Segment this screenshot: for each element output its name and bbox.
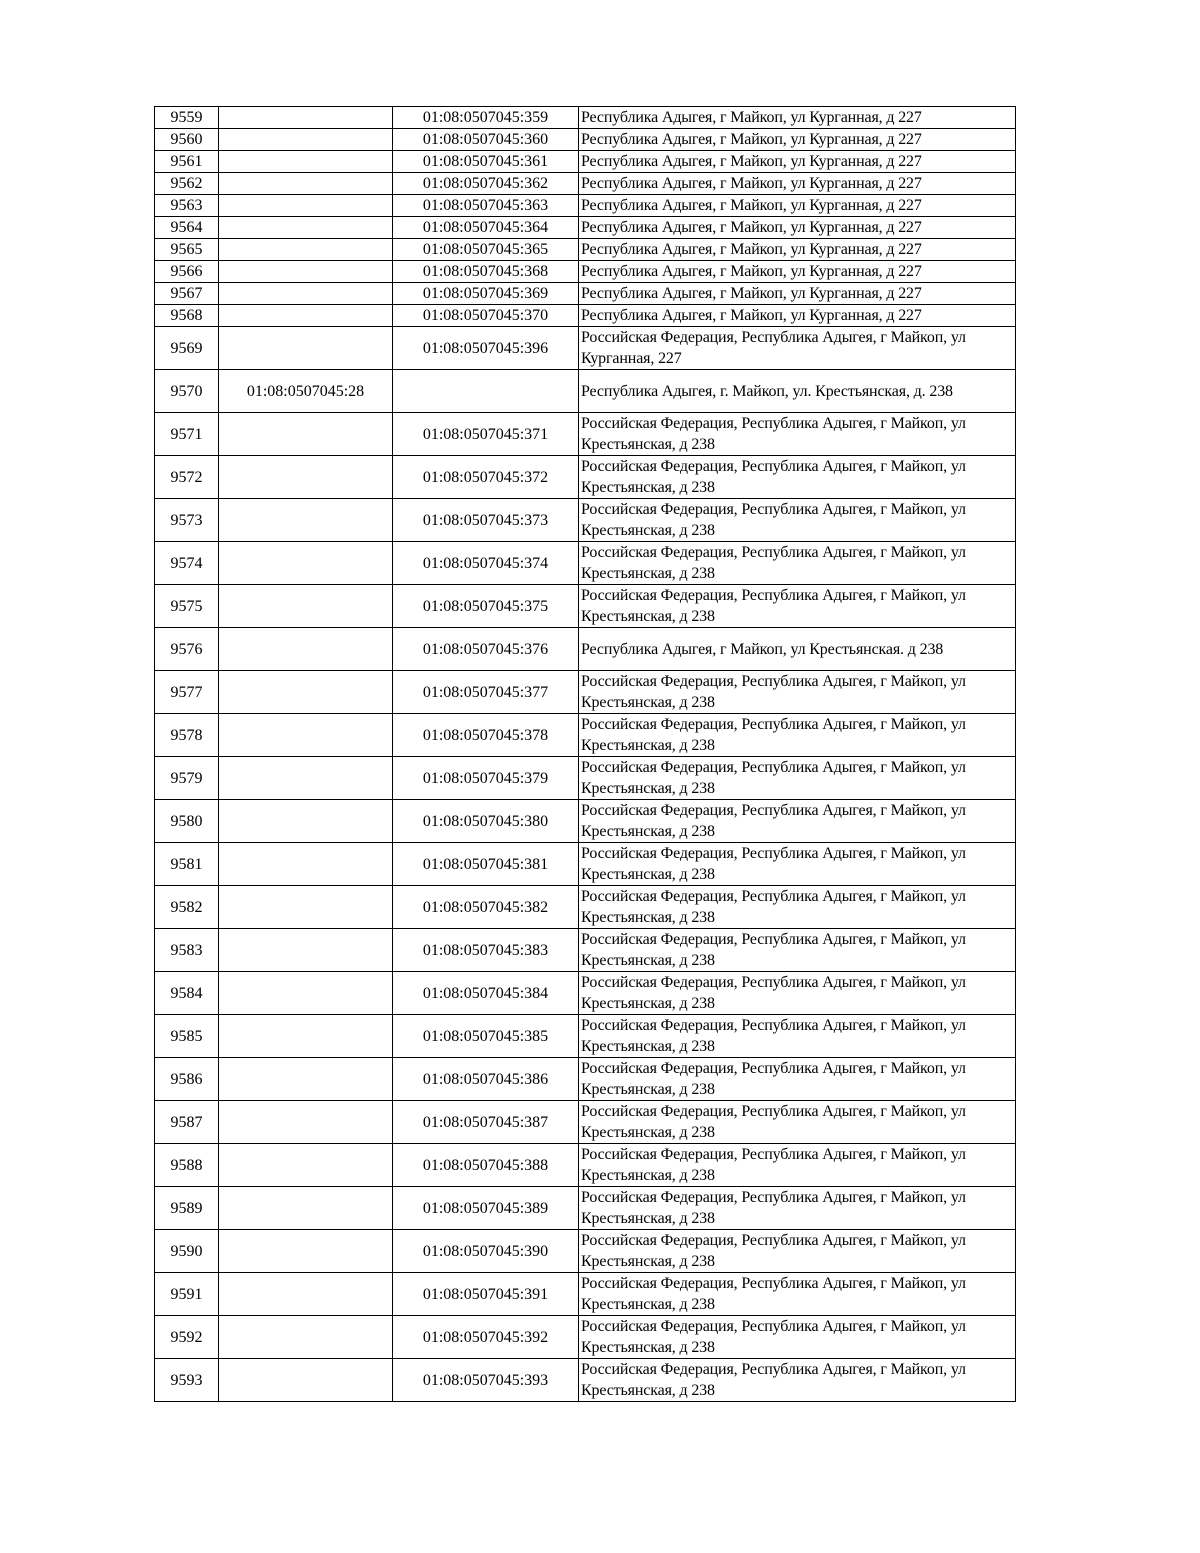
cadastral-number-cell: 01:08:0507045:371 <box>393 413 579 456</box>
cadastral-number-cell <box>393 370 579 413</box>
parent-cadastral-number-cell <box>219 107 393 129</box>
row-number-cell: 9579 <box>155 757 219 800</box>
parent-cadastral-number-cell <box>219 239 393 261</box>
cadastral-number-cell: 01:08:0507045:368 <box>393 261 579 283</box>
table-body <box>155 107 1016 1402</box>
cadastral-number-cell: 01:08:0507045:396 <box>393 327 579 370</box>
table-row <box>155 800 1016 843</box>
cadastral-number-cell: 01:08:0507045:391 <box>393 1273 579 1316</box>
address-cell: Республика Адыгея, г Майкоп, ул Курганная, д 227 <box>579 151 1016 173</box>
cadastral-number-cell: 01:08:0507045:375 <box>393 585 579 628</box>
address-cell: Российская Федерация, Республика Адыгея, г Майкоп, ул Крестьянская, д 238 <box>579 886 1016 929</box>
table-row <box>155 370 1016 413</box>
cadastral-number-cell: 01:08:0507045:370 <box>393 305 579 327</box>
address-cell: Российская Федерация, Республика Адыгея, г Майкоп, ул Крестьянская, д 238 <box>579 1273 1016 1316</box>
row-number-cell: 9585 <box>155 1015 219 1058</box>
address-cell: Республика Адыгея, г Майкоп, ул Курганная, д 227 <box>579 239 1016 261</box>
row-number-cell: 9578 <box>155 714 219 757</box>
table-row <box>155 714 1016 757</box>
address-cell: Российская Федерация, Республика Адыгея, г Майкоп, ул Курганная, 227 <box>579 327 1016 370</box>
cadastral-number-cell: 01:08:0507045:359 <box>393 107 579 129</box>
row-number-cell: 9572 <box>155 456 219 499</box>
table-row <box>155 195 1016 217</box>
table-row <box>155 456 1016 499</box>
cadastral-number-cell: 01:08:0507045:362 <box>393 173 579 195</box>
parent-cadastral-number-cell <box>219 1187 393 1230</box>
row-number-cell: 9573 <box>155 499 219 542</box>
parent-cadastral-number-cell: 01:08:0507045:28 <box>219 370 393 413</box>
row-number-cell: 9577 <box>155 671 219 714</box>
address-cell: Российская Федерация, Республика Адыгея, г Майкоп, ул Крестьянская, д 238 <box>579 413 1016 456</box>
cadastral-number-cell: 01:08:0507045:392 <box>393 1316 579 1359</box>
table-row <box>155 305 1016 327</box>
cadastral-number-cell: 01:08:0507045:372 <box>393 456 579 499</box>
cadastral-number-cell: 01:08:0507045:379 <box>393 757 579 800</box>
address-cell: Российская Федерация, Республика Адыгея, г Майкоп, ул Крестьянская, д 238 <box>579 542 1016 585</box>
cadastral-number-cell: 01:08:0507045:390 <box>393 1230 579 1273</box>
table-row <box>155 217 1016 239</box>
address-cell: Российская Федерация, Республика Адыгея, г Майкоп, ул Крестьянская, д 238 <box>579 929 1016 972</box>
parent-cadastral-number-cell <box>219 456 393 499</box>
cadastral-number-cell: 01:08:0507045:380 <box>393 800 579 843</box>
cadastral-number-cell: 01:08:0507045:389 <box>393 1187 579 1230</box>
parent-cadastral-number-cell <box>219 217 393 239</box>
address-cell: Российская Федерация, Республика Адыгея, г Майкоп, ул Крестьянская, д 238 <box>579 1144 1016 1187</box>
row-number-cell: 9591 <box>155 1273 219 1316</box>
row-number-cell: 9574 <box>155 542 219 585</box>
row-number-cell: 9589 <box>155 1187 219 1230</box>
row-number-cell: 9592 <box>155 1316 219 1359</box>
address-cell: Республика Адыгея, г Майкоп, ул Курганная, д 227 <box>579 173 1016 195</box>
row-number-cell: 9588 <box>155 1144 219 1187</box>
cadastral-number-cell: 01:08:0507045:373 <box>393 499 579 542</box>
cadastral-number-cell: 01:08:0507045:386 <box>393 1058 579 1101</box>
table-row <box>155 499 1016 542</box>
table-row <box>155 1058 1016 1101</box>
address-cell: Республика Адыгея, г Майкоп, ул Курганная, д 227 <box>579 305 1016 327</box>
table-row <box>155 261 1016 283</box>
parent-cadastral-number-cell <box>219 195 393 217</box>
row-number-cell: 9562 <box>155 173 219 195</box>
parent-cadastral-number-cell <box>219 173 393 195</box>
address-cell: Российская Федерация, Республика Адыгея, г Майкоп, ул Крестьянская, д 238 <box>579 714 1016 757</box>
row-number-cell: 9565 <box>155 239 219 261</box>
row-number-cell: 9566 <box>155 261 219 283</box>
row-number-cell: 9587 <box>155 1101 219 1144</box>
parent-cadastral-number-cell <box>219 585 393 628</box>
parent-cadastral-number-cell <box>219 129 393 151</box>
parent-cadastral-number-cell <box>219 1359 393 1402</box>
table-row <box>155 1187 1016 1230</box>
cadastral-number-cell: 01:08:0507045:376 <box>393 628 579 671</box>
row-number-cell: 9593 <box>155 1359 219 1402</box>
address-cell: Российская Федерация, Республика Адыгея, г Майкоп, ул Крестьянская, д 238 <box>579 671 1016 714</box>
table-row <box>155 239 1016 261</box>
table-row <box>155 585 1016 628</box>
parent-cadastral-number-cell <box>219 305 393 327</box>
cadastral-number-cell: 01:08:0507045:382 <box>393 886 579 929</box>
row-number-cell: 9580 <box>155 800 219 843</box>
table-row <box>155 327 1016 370</box>
cadastral-number-cell: 01:08:0507045:364 <box>393 217 579 239</box>
parent-cadastral-number-cell <box>219 886 393 929</box>
parent-cadastral-number-cell <box>219 499 393 542</box>
parent-cadastral-number-cell <box>219 757 393 800</box>
address-cell: Российская Федерация, Республика Адыгея, г Майкоп, ул Крестьянская, д 238 <box>579 843 1016 886</box>
row-number-cell: 9570 <box>155 370 219 413</box>
parent-cadastral-number-cell <box>219 671 393 714</box>
table-row <box>155 413 1016 456</box>
row-number-cell: 9575 <box>155 585 219 628</box>
cadastral-number-cell: 01:08:0507045:385 <box>393 1015 579 1058</box>
cadastral-number-cell: 01:08:0507045:384 <box>393 972 579 1015</box>
parent-cadastral-number-cell <box>219 1058 393 1101</box>
address-cell: Республика Адыгея, г. Майкоп, ул. Крестьянская, д. 238 <box>579 370 1016 413</box>
table-row <box>155 1359 1016 1402</box>
table-row <box>155 886 1016 929</box>
table-row <box>155 1144 1016 1187</box>
cadastral-number-cell: 01:08:0507045:360 <box>393 129 579 151</box>
table-row <box>155 1273 1016 1316</box>
table-row <box>155 671 1016 714</box>
row-number-cell: 9582 <box>155 886 219 929</box>
table-row <box>155 1230 1016 1273</box>
cadastral-number-cell: 01:08:0507045:369 <box>393 283 579 305</box>
address-cell: Российская Федерация, Республика Адыгея, г Майкоп, ул Крестьянская, д 238 <box>579 1359 1016 1402</box>
address-cell: Республика Адыгея, г Майкоп, ул Курганная, д 227 <box>579 261 1016 283</box>
parent-cadastral-number-cell <box>219 843 393 886</box>
address-cell: Республика Адыгея, г Майкоп, ул Курганная, д 227 <box>579 107 1016 129</box>
table-row <box>155 843 1016 886</box>
address-cell: Российская Федерация, Республика Адыгея, г Майкоп, ул Крестьянская, д 238 <box>579 800 1016 843</box>
cadastral-number-cell: 01:08:0507045:363 <box>393 195 579 217</box>
row-number-cell: 9584 <box>155 972 219 1015</box>
table-row <box>155 129 1016 151</box>
cadastral-number-cell: 01:08:0507045:393 <box>393 1359 579 1402</box>
table-row <box>155 929 1016 972</box>
parent-cadastral-number-cell <box>219 413 393 456</box>
table-row <box>155 1316 1016 1359</box>
table-row <box>155 283 1016 305</box>
row-number-cell: 9571 <box>155 413 219 456</box>
cadastral-number-cell: 01:08:0507045:381 <box>393 843 579 886</box>
row-number-cell: 9576 <box>155 628 219 671</box>
address-cell: Российская Федерация, Республика Адыгея, г Майкоп, ул Крестьянская, д 238 <box>579 757 1016 800</box>
row-number-cell: 9563 <box>155 195 219 217</box>
cadastral-number-cell: 01:08:0507045:388 <box>393 1144 579 1187</box>
row-number-cell: 9586 <box>155 1058 219 1101</box>
parent-cadastral-number-cell <box>219 972 393 1015</box>
address-cell: Республика Адыгея, г Майкоп, ул Крестьянская. д 238 <box>579 628 1016 671</box>
parent-cadastral-number-cell <box>219 1015 393 1058</box>
parent-cadastral-number-cell <box>219 1230 393 1273</box>
parent-cadastral-number-cell <box>219 542 393 585</box>
address-cell: Российская Федерация, Республика Адыгея, г Майкоп, ул Крестьянская, д 238 <box>579 456 1016 499</box>
address-cell: Российская Федерация, Республика Адыгея, г Майкоп, ул Крестьянская, д 238 <box>579 1058 1016 1101</box>
row-number-cell: 9561 <box>155 151 219 173</box>
parent-cadastral-number-cell <box>219 261 393 283</box>
parent-cadastral-number-cell <box>219 929 393 972</box>
address-cell: Республика Адыгея, г Майкоп, ул Курганная, д 227 <box>579 129 1016 151</box>
table-row <box>155 542 1016 585</box>
address-cell: Республика Адыгея, г Майкоп, ул Курганная, д 227 <box>579 217 1016 239</box>
address-cell: Российская Федерация, Республика Адыгея, г Майкоп, ул Крестьянская, д 238 <box>579 1230 1016 1273</box>
parent-cadastral-number-cell <box>219 1144 393 1187</box>
cadastral-number-cell: 01:08:0507045:361 <box>393 151 579 173</box>
address-cell: Российская Федерация, Республика Адыгея, г Майкоп, ул Крестьянская, д 238 <box>579 585 1016 628</box>
table-row <box>155 628 1016 671</box>
table-row <box>155 107 1016 129</box>
parent-cadastral-number-cell <box>219 151 393 173</box>
table-row <box>155 972 1016 1015</box>
address-cell: Российская Федерация, Республика Адыгея, г Майкоп, ул Крестьянская, д 238 <box>579 1316 1016 1359</box>
cadastral-number-cell: 01:08:0507045:378 <box>393 714 579 757</box>
cadastral-number-cell: 01:08:0507045:365 <box>393 239 579 261</box>
table-row <box>155 1015 1016 1058</box>
row-number-cell: 9581 <box>155 843 219 886</box>
row-number-cell: 9559 <box>155 107 219 129</box>
cadastral-number-cell: 01:08:0507045:383 <box>393 929 579 972</box>
parent-cadastral-number-cell <box>219 283 393 305</box>
row-number-cell: 9564 <box>155 217 219 239</box>
table-row <box>155 151 1016 173</box>
parent-cadastral-number-cell <box>219 800 393 843</box>
table-row <box>155 757 1016 800</box>
parent-cadastral-number-cell <box>219 1273 393 1316</box>
parent-cadastral-number-cell <box>219 1316 393 1359</box>
cadastral-number-cell: 01:08:0507045:374 <box>393 542 579 585</box>
table-row <box>155 1101 1016 1144</box>
address-cell: Российская Федерация, Республика Адыгея, г Майкоп, ул Крестьянская, д 238 <box>579 1015 1016 1058</box>
address-cell: Российская Федерация, Республика Адыгея, г Майкоп, ул Крестьянская, д 238 <box>579 972 1016 1015</box>
parent-cadastral-number-cell <box>219 714 393 757</box>
row-number-cell: 9569 <box>155 327 219 370</box>
parent-cadastral-number-cell <box>219 628 393 671</box>
row-number-cell: 9567 <box>155 283 219 305</box>
address-cell: Российская Федерация, Республика Адыгея, г Майкоп, ул Крестьянская, д 238 <box>579 499 1016 542</box>
row-number-cell: 9560 <box>155 129 219 151</box>
property-registry-table <box>154 106 1016 1402</box>
row-number-cell: 9583 <box>155 929 219 972</box>
cadastral-number-cell: 01:08:0507045:377 <box>393 671 579 714</box>
parent-cadastral-number-cell <box>219 1101 393 1144</box>
address-cell: Российская Федерация, Республика Адыгея, г Майкоп, ул Крестьянская, д 238 <box>579 1187 1016 1230</box>
table-row <box>155 173 1016 195</box>
cadastral-number-cell: 01:08:0507045:387 <box>393 1101 579 1144</box>
row-number-cell: 9590 <box>155 1230 219 1273</box>
address-cell: Республика Адыгея, г Майкоп, ул Курганная, д 227 <box>579 195 1016 217</box>
address-cell: Российская Федерация, Республика Адыгея, г Майкоп, ул Крестьянская, д 238 <box>579 1101 1016 1144</box>
row-number-cell: 9568 <box>155 305 219 327</box>
address-cell: Республика Адыгея, г Майкоп, ул Курганная, д 227 <box>579 283 1016 305</box>
parent-cadastral-number-cell <box>219 327 393 370</box>
